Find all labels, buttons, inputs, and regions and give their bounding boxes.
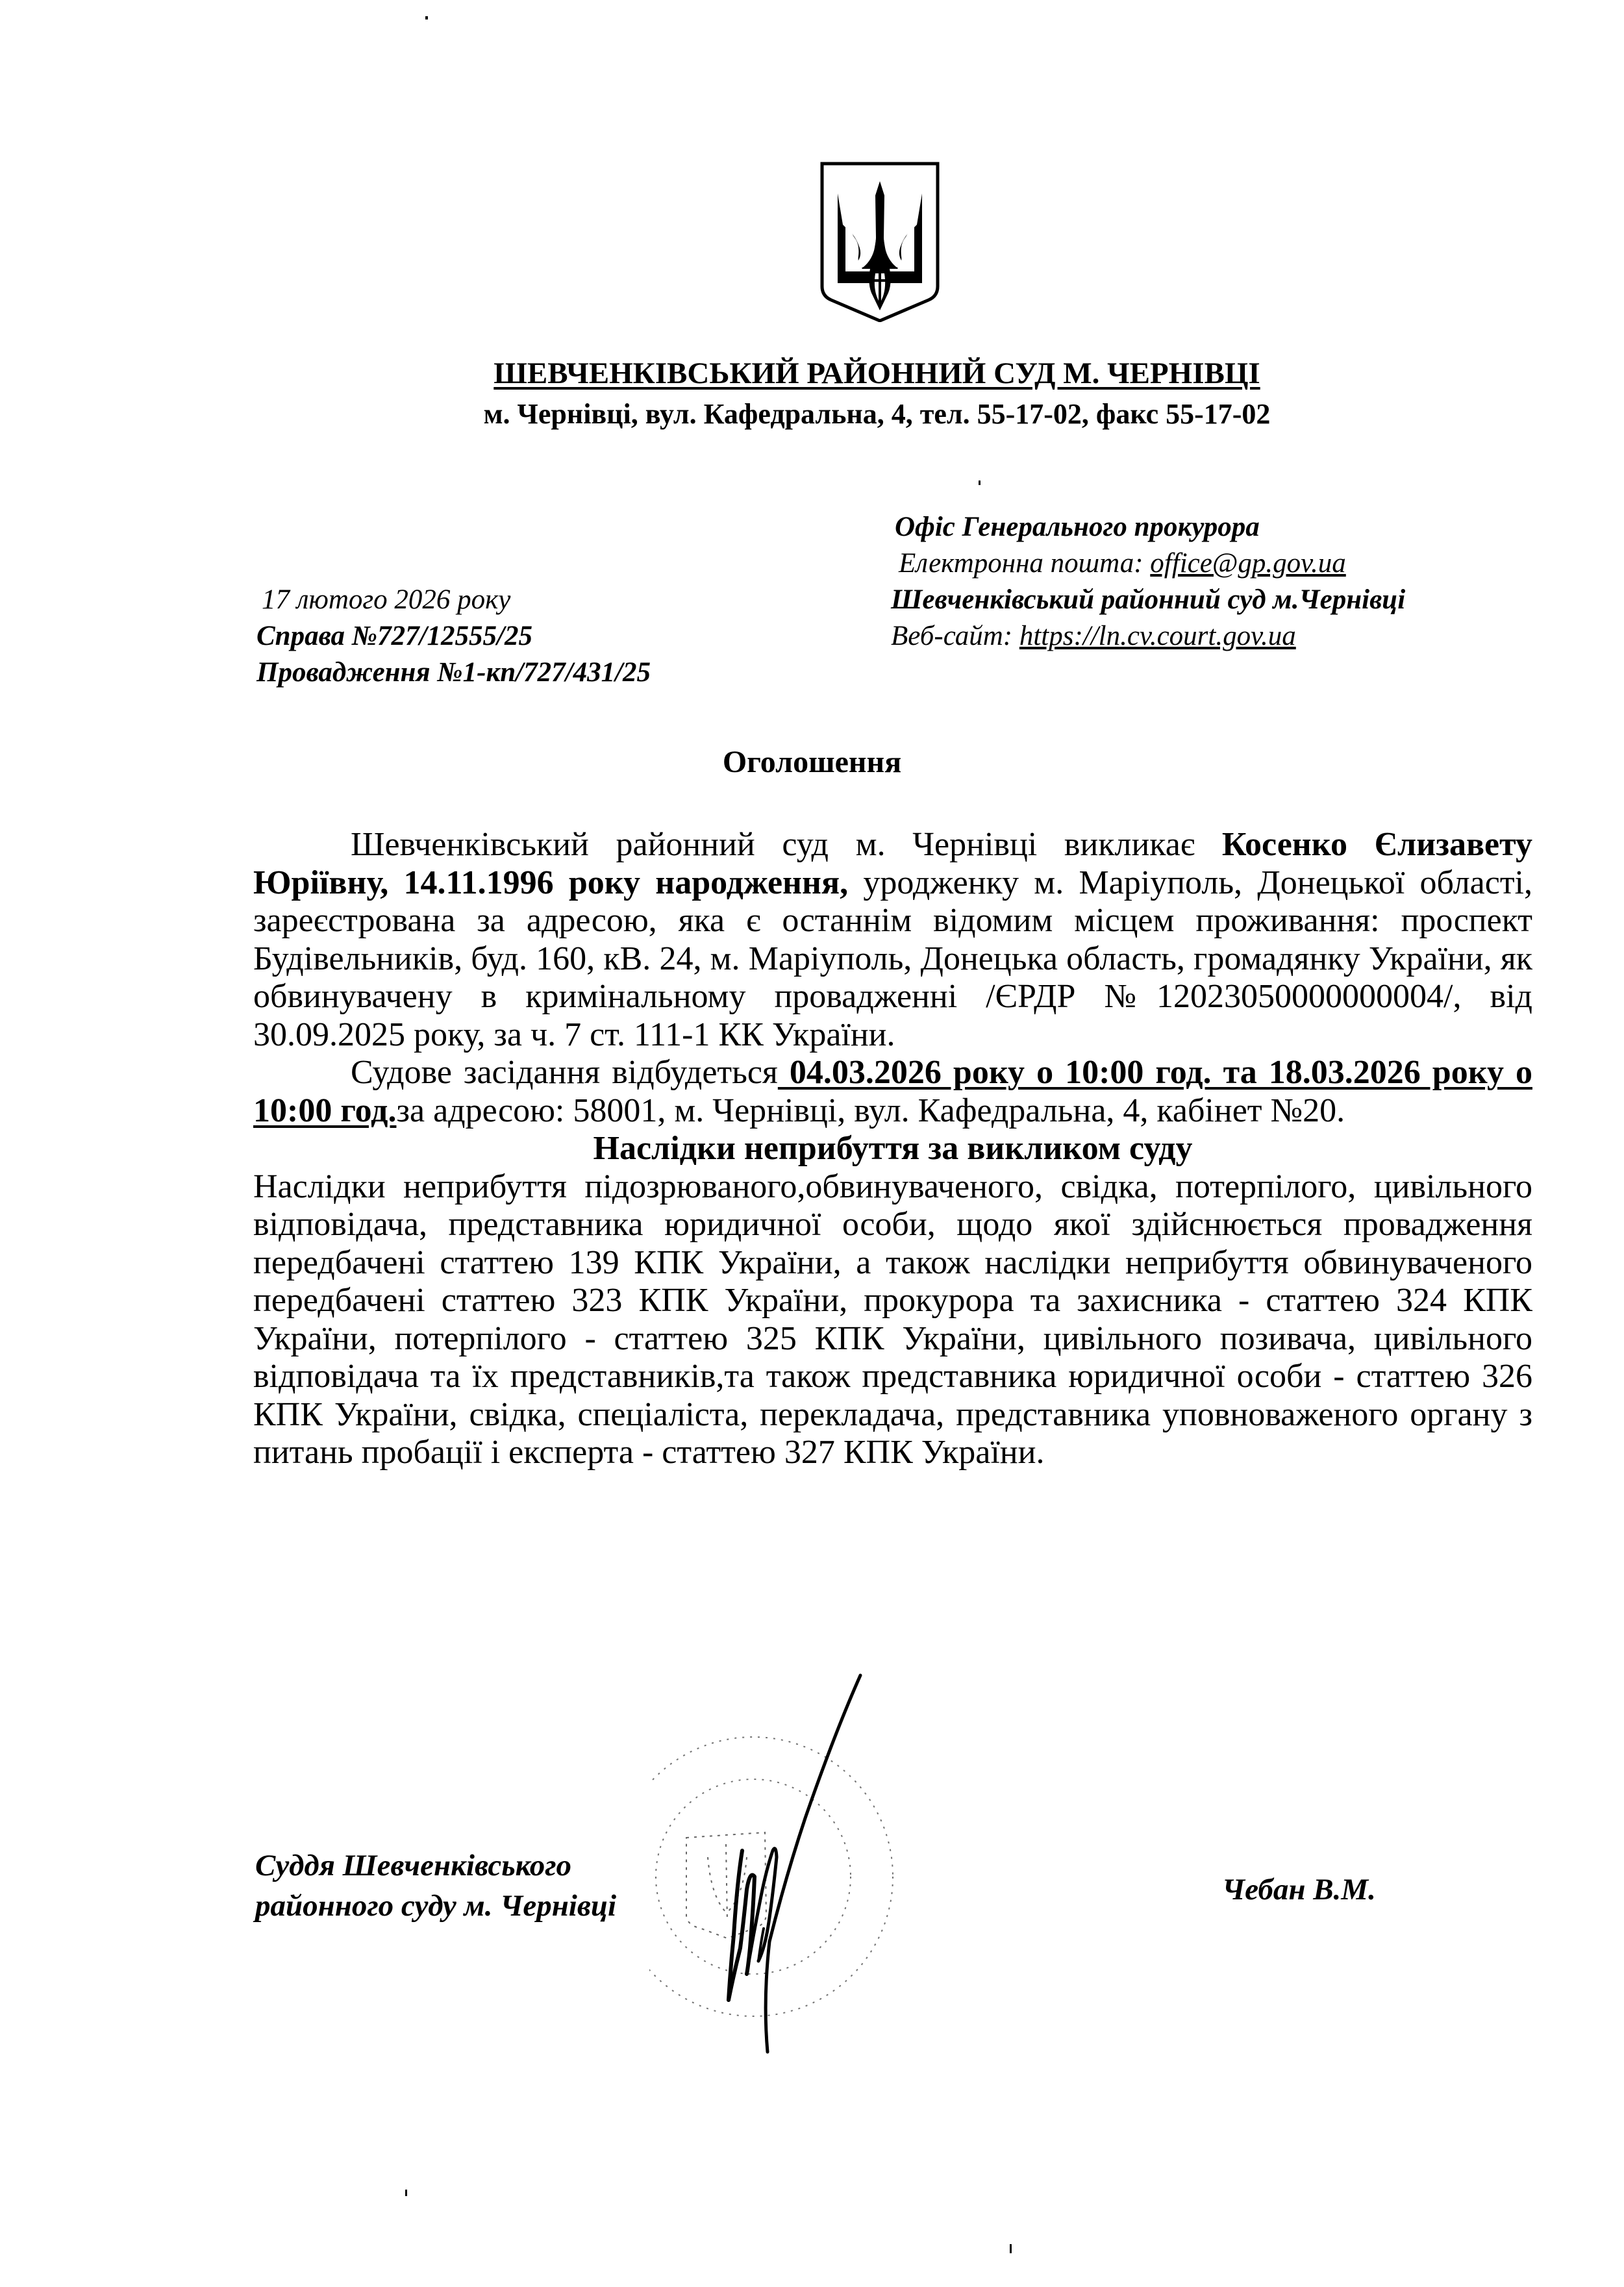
consequences-heading: Наслідки неприбуття за викликом суду — [593, 1130, 1193, 1167]
email-line — [891, 545, 1405, 582]
court-address: м. Чернівці, вул. Кафедральна, 4, тел. 55-17-02, факс 55-17-02 — [483, 398, 1271, 430]
judge-title-line1: Суддя Шевченківського — [255, 1849, 572, 1882]
consequences-paragraph: Наслідки неприбуття підозрюваного,обвинуваченого, свідка, потерпілого, цивільного відповідача, представника юридичної особи, щодо якої здійснюється провадження передбачені статтею 139 КПК України, а також наслідки неприбуття обвинуваченого передбачені статтею 323 КПК України, прокурора та захисника - статтею 324 КПК України, потерпілого - статтею 325 КПК України, цивільного позивача, цивільного відповідача та їх представників,та також представника юридичної особи - статтею 326 КПК України, свідка, спеціаліста, перекладача, представника уповноваженого органу з питань пробації і експерта - статтею 327 КПК України. — [253, 1168, 1532, 1471]
document-meta-right — [891, 509, 1405, 655]
summons-paragraph — [253, 826, 1532, 1054]
scan-artifact — [1010, 2244, 1012, 2253]
email-link[interactable]: office@gp.gov.ua — [1150, 548, 1346, 579]
court-name-header — [0, 356, 1624, 391]
judge-name: Чебан В.М. — [1222, 1873, 1376, 1906]
scan-artifact — [979, 481, 981, 485]
recipient: Офіс Генерального прокурора — [895, 512, 1260, 542]
document-body — [253, 826, 1532, 1472]
document-title: Оголошення — [722, 745, 902, 779]
judge-title — [255, 1845, 616, 1926]
summons-details: уродженку м. Маріуполь, Донецької області, зареєстрована за адресою, яка є останнім відомим місцем проживання: проспект Будівельників, буд. 160, кВ. 24, м. Маріуполь, Донецька область, громадянку України, як обвинувачену в кримінальному провадженні /ЄРДР №12023050000000004/, від 30.09.2025 року, за ч. 7 ст. 111-1 КК України. — [253, 864, 1532, 1053]
scan-artifact — [425, 16, 428, 19]
document-meta-left — [256, 545, 651, 691]
document-date: 17 лютого 2026 року — [262, 584, 511, 615]
court-name: ШЕВЧЕНКІВСЬКИЙ РАЙОННИЙ СУД М. ЧЕРНІВЦІ — [493, 356, 1260, 390]
hearing-address: за адресою: 58001, м. Чернівці, вул. Кафедральна, 4, кабінет №20. — [396, 1092, 1345, 1129]
hearing-paragraph — [253, 1054, 1532, 1130]
hearing-intro: Судове засідання відбудеться — [351, 1054, 778, 1091]
summons-intro: Шевченківський районний суд м. Чернівці викликає — [351, 826, 1222, 863]
summoned-person: Косенко Єлизавету Юріївну, 14.11.1996 року народження, — [253, 826, 1532, 901]
hearing-dates: 04.03.2026 року о 10:00 год. та 18.03.2026 року о 10:00 год. — [253, 1054, 1532, 1129]
website-label: Веб-сайт: — [891, 621, 1019, 651]
case-number: Справа №727/12555/25 — [256, 621, 533, 651]
sender: Шевченківський районний суд м.Чернівці — [891, 584, 1406, 615]
proceeding-number: Провадження №1-кп/727/431/25 — [256, 657, 651, 688]
website-line — [891, 618, 1405, 655]
ukraine-coat-of-arms-icon — [819, 160, 940, 322]
judge-title-line2: районного суду м. Чернівці — [255, 1889, 617, 1923]
website-link[interactable]: https://ln.cv.court.gov.ua — [1019, 621, 1296, 651]
email-label: Електронна пошта: — [899, 548, 1151, 579]
signature-stamp-icon — [649, 1662, 974, 2065]
scan-artifact — [405, 2190, 407, 2196]
